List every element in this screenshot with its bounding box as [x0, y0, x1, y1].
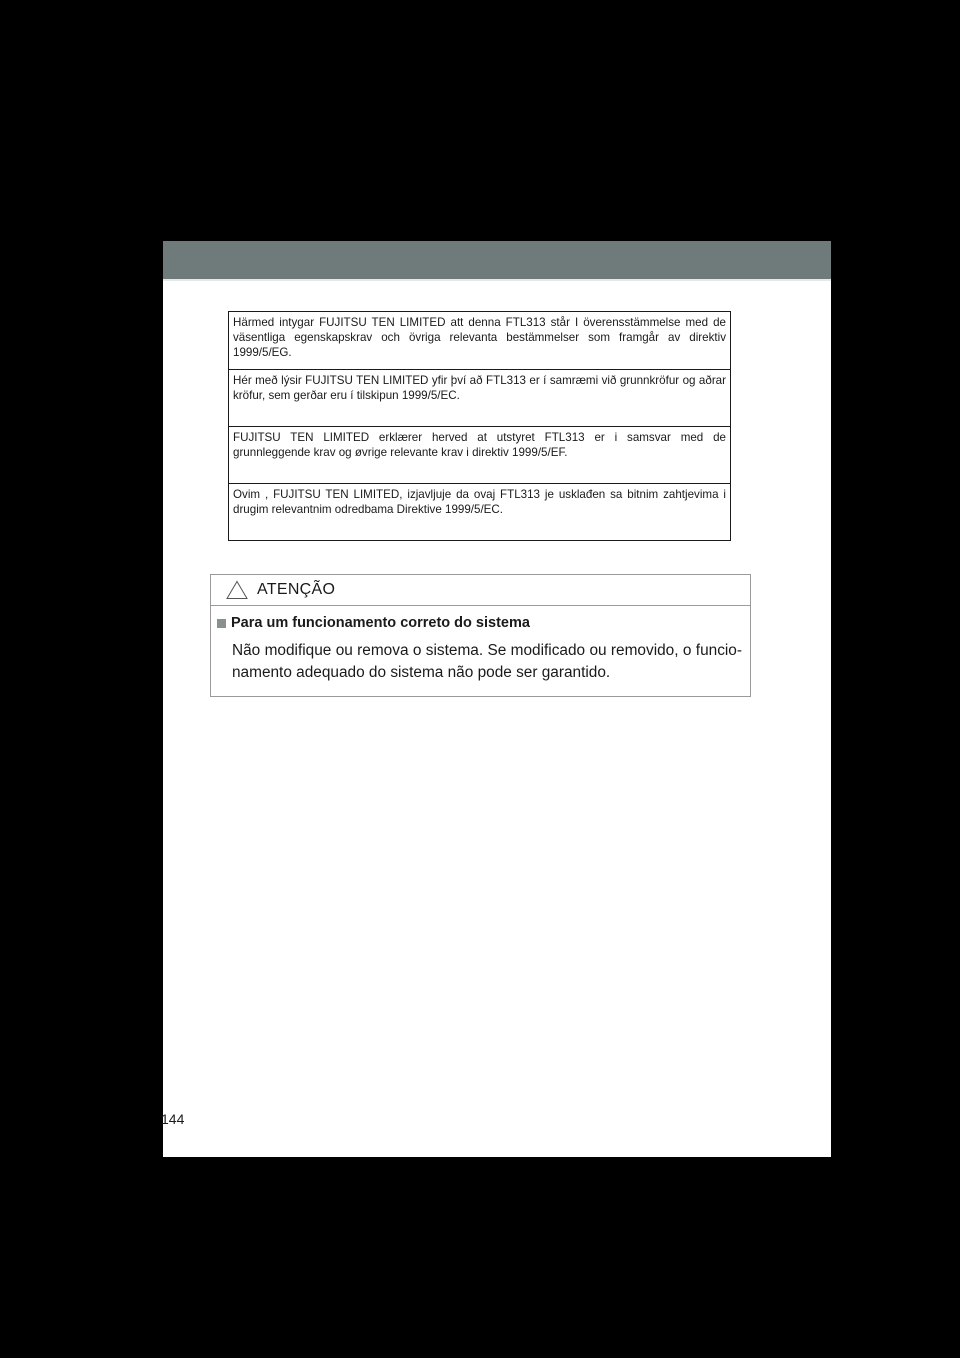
warning-subheading-text: Para um funcionamento correto do sistema [231, 615, 530, 631]
warning-text: Não modifique ou remova o sistema. Se modificado ou removido, o funcio- namento adequado do sistema não pode ser garantido. [232, 642, 742, 681]
warning-box [210, 574, 751, 697]
warning-subheading [217, 615, 742, 631]
warning-body [211, 606, 750, 684]
header-bar [163, 241, 831, 281]
page-number: 144 [161, 1111, 185, 1127]
warning-header [211, 575, 750, 606]
manual-page [163, 241, 831, 1157]
declaration-croatian: Ovim , FUJITSU TEN LIMITED, izjavljuje da ovaj FTL313 je usklađen sa bitnim zahtjevima i drugim relevantnim odredbama Direktive 1999/5/EC. [229, 483, 730, 540]
warning-title: ATENÇÃO [257, 581, 336, 598]
declaration-table [228, 311, 731, 541]
declaration-icelandic: Hér með lýsir FUJITSU TEN LIMITED yfir því að FTL313 er í samræmi við grunnkröfur og aðrar kröfur, sem gerðar eru í tilskipun 1999/5/EC. [229, 369, 730, 426]
square-bullet-icon [217, 619, 226, 628]
warning-triangle-icon [226, 580, 248, 600]
declaration-swedish: Härmed intygar FUJITSU TEN LIMITED att denna FTL313 står I överensstämmelse med de väsentliga egenskapskrav och övriga relevanta bestämmelser som framgår av direktiv 1999/5/EG. [233, 316, 726, 359]
declaration-norwegian: FUJITSU TEN LIMITED erklærer herved at utstyret FTL313 er i samsvar med de grunnleggende krav og øvrige relevante krav i direktiv 1999/5/EF. [229, 426, 730, 483]
